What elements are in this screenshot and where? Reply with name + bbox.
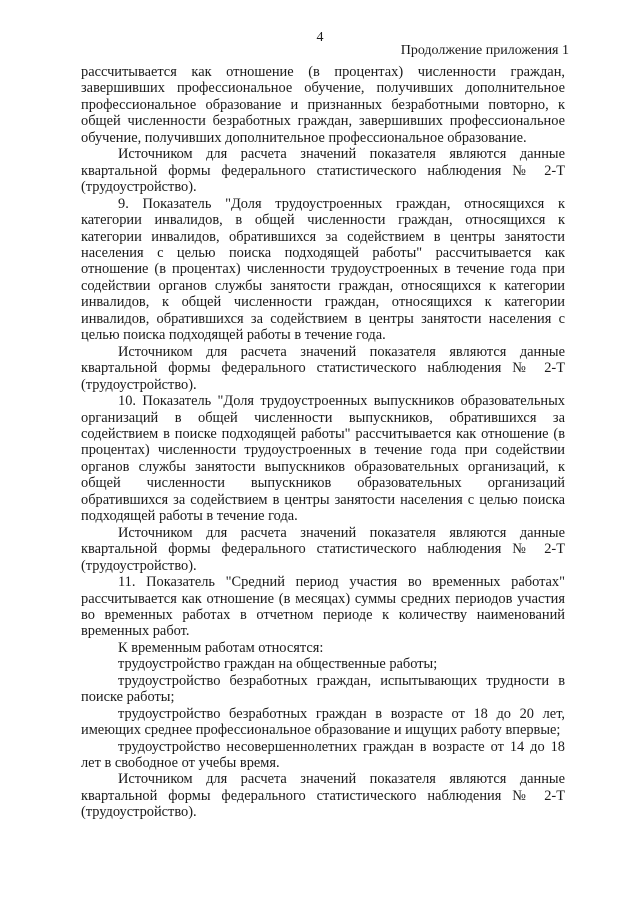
paragraph: трудоустройство безработных граждан в возрасте от 18 до 20 лет, имеющих среднее профессиональное образование и ищущих работу впервые; [81,705,565,739]
paragraph: трудоустройство безработных граждан, испытывающих трудности в поиске работы; [81,672,565,706]
paragraph: рассчитывается как отношение (в процентах) численности граждан, завершивших профессиональное обучение, получивших дополнительное профессиональное образование и признанных безработными повторно, к общей численности безработных граждан, завершивших профессиональное обучение, получивших дополнительное профессиональное образование. [81,64,565,146]
paragraph: Источником для расчета значений показателя являются данные квартальной формы федерального статистического наблюдения № 2-Т (трудоустройство). [81,771,565,821]
paragraph: Источником для расчета значений показателя являются данные квартальной формы федерального статистического наблюдения № 2-Т (трудоустройство). [81,524,565,574]
paragraph: К временным работам относятся: [118,639,324,656]
paragraph: 9. Показатель "Доля трудоустроенных граждан, относящихся к категории инвалидов, в общей численности граждан, относящихся к категории инвалидов, обратившихся за содействием в центры занятости населения с целью поиска подходящей работы" рассчитывается как отношение (в процентах) численности трудоустроенных в течение года при содействии органов службы занятости граждан, относящихся к категории инвалидов, к общей численности граждан, относящихся к категории инвалидов, обратившихся за содействием в центры занятости населения с целью поиска подходящей работы в течение года. [81,195,565,344]
paragraph: 11. Показатель "Средний период участия во временных работах" рассчитывается как отношение (в месяцах) суммы средних периодов участия во временных работах в отчетном периоде к количеству наименований временных работ. [81,574,565,640]
paragraph: трудоустройство несовершеннолетних граждан в возрасте от 14 до 18 лет в свободное от учебы время. [81,738,565,772]
document-body [81,64,565,821]
appendix-continuation-note: Продолжение приложения 1 [400,43,569,58]
paragraph: 10. Показатель "Доля трудоустроенных выпускников образовательных организаций в общей численности выпускников, обратившихся за содействием в поиске подходящей работы" рассчитывается как отношение (в процентах) численности трудоустроенных в течение года при содействии органов службы занятости выпускников образовательных организаций, к общей численности выпускников образовательных организаций обратившихся за содействием в центры занятости населения с целью поиска подходящей работы в течение года. [81,393,565,525]
page-number: 4 [316,30,324,45]
paragraph: Источником для расчета значений показателя являются данные квартальной формы федерального статистического наблюдения № 2-Т (трудоустройство). [81,343,565,393]
paragraph: трудоустройство граждан на общественные работы; [118,656,438,673]
paragraph: Источником для расчета значений показателя являются данные квартальной формы федерального статистического наблюдения № 2-Т (трудоустройство). [81,146,565,196]
